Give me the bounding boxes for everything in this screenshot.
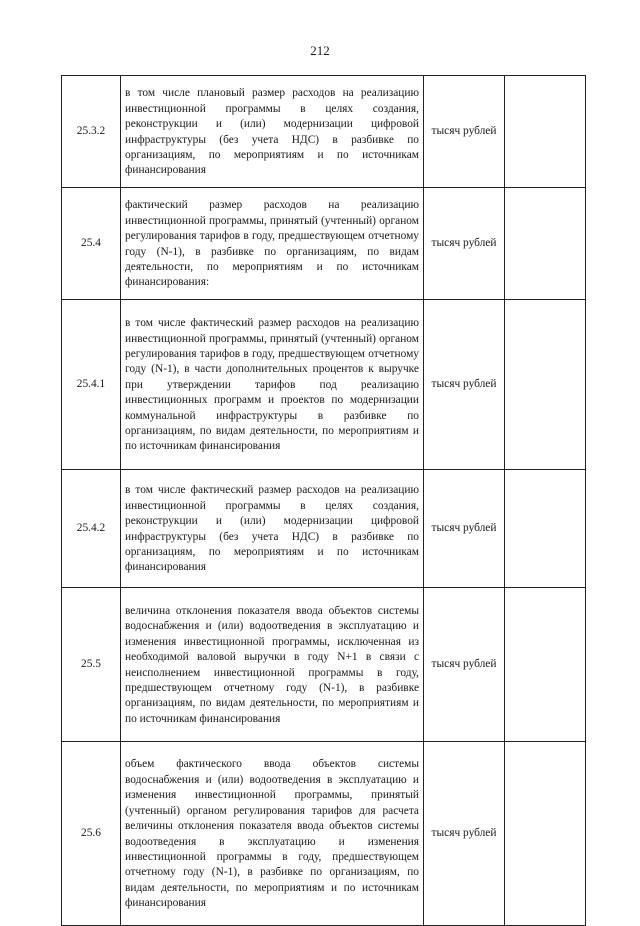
row-description-text: фактический размер расходов на реализацию инвестиционной программы, принятый (учтенный) органом регулирования тарифов в году, предшествующем отчетному году (N-1), в разбивке по организациям, по видам деятельности, по мероприятиям и по источникам финансирования: bbox=[125, 199, 419, 289]
row-description bbox=[121, 742, 424, 926]
row-description-text: в том числе фактический размер расходов на реализацию инвестиционной программы в целях создания, реконструкции и (или) модернизации цифровой инфраструктуры (без учета НДС) в разбивке по организациям, по мероприятиям и по источникам финансирования bbox=[125, 484, 419, 574]
row-value-cell bbox=[505, 470, 586, 588]
row-code: 25.4.1 bbox=[62, 300, 121, 470]
row-unit: тысяч рублей bbox=[424, 76, 505, 188]
row-description-text: в том числе плановый размер расходов на реализацию инвестиционной программы в целях создания, реконструкции и (или) модернизации цифровой инфраструктуры (без учета НДС) в разбивке по организациям, по мероприятиям и по источникам финансирования bbox=[125, 87, 419, 177]
row-unit: тысяч рублей bbox=[424, 300, 505, 470]
page-number: 212 bbox=[310, 43, 330, 58]
row-unit: тысяч рублей bbox=[424, 188, 505, 300]
row-code: 25.3.2 bbox=[62, 76, 121, 188]
table-row bbox=[62, 76, 586, 188]
row-code: 25.4 bbox=[62, 188, 121, 300]
row-description bbox=[121, 76, 424, 188]
row-description bbox=[121, 188, 424, 300]
row-code: 25.6 bbox=[62, 742, 121, 926]
row-code: 25.4.2 bbox=[62, 470, 121, 588]
row-description bbox=[121, 470, 424, 588]
row-description bbox=[121, 300, 424, 470]
row-description bbox=[121, 588, 424, 742]
row-code: 25.5 bbox=[62, 588, 121, 742]
row-description-text: объем фактического ввода объектов системы водоснабжения и (или) водоотведения в эксплуатацию и изменения инвестиционной программы, принятый (учтенный) органом регулирования тарифов для расчета величины отклонения показателя ввода объектов системы водоотведения в эксплуатацию и изменения инвестиционной программы в году, предшествующем отчетному году (N-1), в разбивке по организациям, по видам деятельности, по мероприятиям и по источникам финансирования bbox=[125, 758, 419, 910]
row-unit: тысяч рублей bbox=[424, 470, 505, 588]
table-row bbox=[62, 300, 586, 470]
row-value-cell bbox=[505, 742, 586, 926]
row-value-cell bbox=[505, 300, 586, 470]
table-row bbox=[62, 470, 586, 588]
row-unit: тысяч рублей bbox=[424, 588, 505, 742]
row-value-cell bbox=[505, 588, 586, 742]
row-unit: тысяч рублей bbox=[424, 742, 505, 926]
row-value-cell bbox=[505, 76, 586, 188]
table-row bbox=[62, 742, 586, 926]
row-description-text: величина отклонения показателя ввода объектов системы водоснабжения и (или) водоотведения в эксплуатацию и изменения инвестиционной программы, исключенная из необходимой валовой выручки в году N+1 в связи с неисполнением инвестиционной программы в году, предшествующем отчетному году (N-1), в разбивке организациям, по видам деятельности, по мероприятиям и по источникам финансирования bbox=[125, 604, 419, 725]
row-value-cell bbox=[505, 188, 586, 300]
table-row bbox=[62, 188, 586, 300]
row-description-text: в том числе фактический размер расходов на реализацию инвестиционной программы, принятый (учтенный) органом регулирования тарифов в году, предшествующем отчетному году (N-1), в части дополнительных процентов к выручке при утверждении тарифов под реализацию инвестиционных программ и проектов по модернизации коммунальной инфраструктуры в разбивке по организациям, по видам деятельности, по мероприятиям и по источникам финансирования bbox=[125, 317, 419, 453]
table-row bbox=[62, 588, 586, 742]
indicator-table bbox=[61, 75, 586, 926]
